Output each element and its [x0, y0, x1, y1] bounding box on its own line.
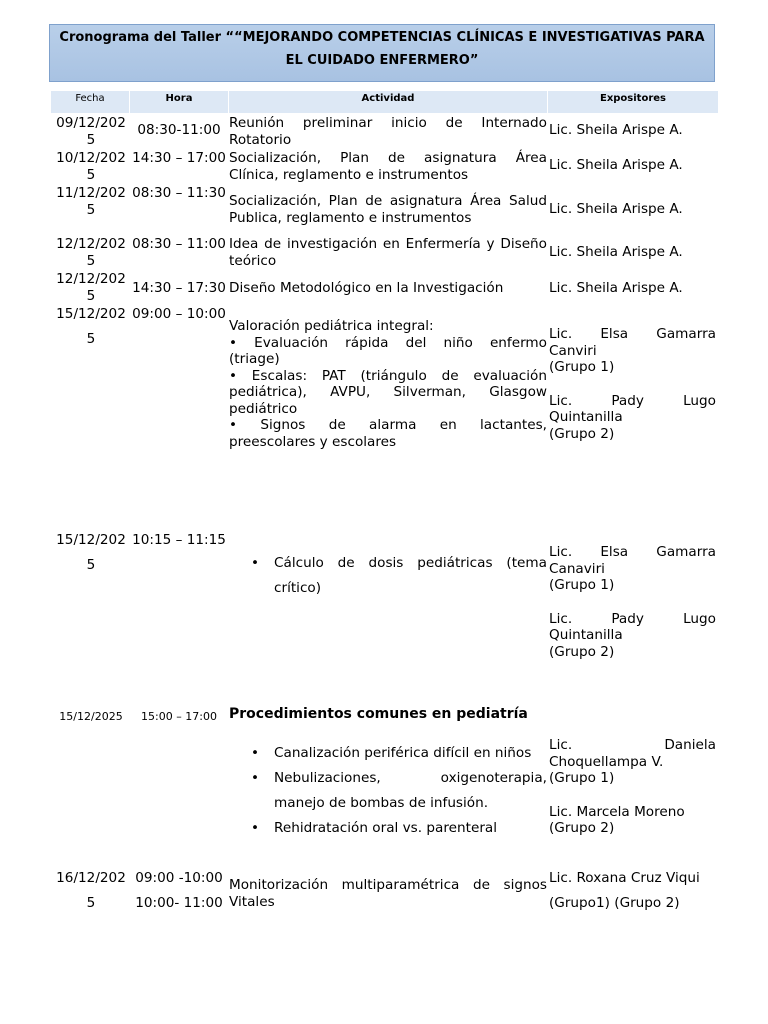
row-speaker: Lic. Sheila Arispe A. — [549, 157, 683, 173]
row-time: 08:30-11:00 — [137, 122, 221, 138]
row-date: 11/12/202 5 — [56, 185, 126, 218]
row-date: 16/12/202 5 — [56, 870, 126, 911]
row-speaker: Lic. Roxana Cruz Viqui (Grupo1) (Grupo 2) — [549, 870, 700, 911]
row-time: 09:00 -10:00 10:00- 11:00 — [135, 870, 223, 911]
list-item: • Signos de alarma en lactantes, — [229, 417, 547, 433]
row-date: 10/12/202 5 — [56, 150, 126, 183]
row-activity — [229, 551, 547, 601]
row-date: 15/12/202 5 — [56, 532, 126, 573]
list-item: • Escalas: PAT (triángulo de evaluación — [229, 367, 547, 384]
row-activity: Diseño Metodológico en la Investigación — [229, 280, 504, 296]
row-time: 14:30 – 17:00 — [132, 150, 226, 166]
header-fecha: Fecha — [51, 91, 129, 113]
row-activity: Procedimientos comunes en pediatría • Canalización periférica difícil en niños • Nebulizaciones, oxigenoterapia, manejo de bombas de infusión. • Rehidratación oral vs. parenteral — [229, 706, 547, 841]
row-speaker: Lic. Daniela Choquellampa V. (Grupo 1) Lic. Marcela Moreno (Grupo 2) — [549, 737, 716, 836]
title-banner — [49, 24, 715, 82]
title-line-2: EL CUIDADO ENFERMERO” — [285, 53, 479, 68]
row-time: 09:00 – 10:00 — [132, 306, 226, 322]
row-speaker: Lic. Sheila Arispe A. — [549, 201, 683, 217]
row-date: 15/12/202 5 — [56, 306, 126, 347]
row-time: 14:30 – 17:30 — [132, 280, 226, 296]
row-time: 08:30 – 11:30 — [132, 185, 226, 201]
list-item: • Rehidratación oral vs. parenteral — [229, 816, 547, 841]
row-speaker: Lic. Sheila Arispe A. — [549, 122, 683, 138]
list-item: • Cálculo de dosis pediátricas (tema crítico) — [229, 551, 547, 601]
row-activity: Idea de investigación en Enfermería y Diseño teórico — [229, 236, 547, 269]
header-actividad: Actividad — [229, 91, 547, 113]
header-expositores: Expositores — [548, 91, 718, 113]
row-speaker: Lic. Elsa Gamarra Canviri (Grupo 1) Lic. Pady Lugo Quintanilla (Grupo 2) — [549, 326, 716, 442]
row-speaker: Lic. Sheila Arispe A. — [549, 280, 683, 296]
list-item: • Canalización periférica difícil en niños — [229, 741, 547, 766]
list-item: • Evaluación rápida del niño enfermo — [229, 334, 547, 351]
row-date: 12/12/202 5 — [56, 271, 126, 304]
header-hora: Hora — [130, 91, 228, 113]
row-time: 10:15 – 11:15 — [132, 532, 226, 548]
row-time: 15:00 – 17:00 — [141, 710, 217, 723]
row-speaker: Lic. Sheila Arispe A. — [549, 244, 683, 260]
row-activity: Socialización, Plan de asignatura Área Clínica, reglamento e instrumentos — [229, 150, 547, 183]
row-date: 12/12/202 5 — [56, 236, 126, 269]
row-speaker: Lic. Elsa Gamarra Canaviri (Grupo 1) Lic. Pady Lugo Quintanilla (Grupo 2) — [549, 544, 716, 660]
row-date: 09/12/202 5 — [56, 115, 126, 148]
row-activity: Valoración pediátrica integral: • Evaluación rápida del niño enfermo (triage) • Escalas: PAT (triángulo de evaluación pediátrica), AVPU, Silverman, Glasgow pediátrico • Signos de alarma en lactantes, preescolares y escolares — [229, 318, 547, 450]
row-activity: Monitorización multiparamétrica de signos Vitales — [229, 877, 547, 910]
row-activity: Reunión preliminar inicio de Internado Rotatorio — [229, 115, 547, 148]
row-time: 08:30 – 11:00 — [132, 236, 226, 252]
list-item: • Nebulizaciones, oxigenoterapia, manejo de bombas de infusión. — [229, 766, 547, 816]
row-date: 15/12/2025 — [59, 710, 123, 723]
title-line-1: Cronograma del Taller ““MEJORANDO COMPETENCIAS CLÍNICAS E INVESTIGATIVAS PARA — [59, 30, 705, 45]
row-activity: Socialización, Plan de asignatura Área Salud Publica, reglamento e instrumentos — [229, 193, 547, 226]
